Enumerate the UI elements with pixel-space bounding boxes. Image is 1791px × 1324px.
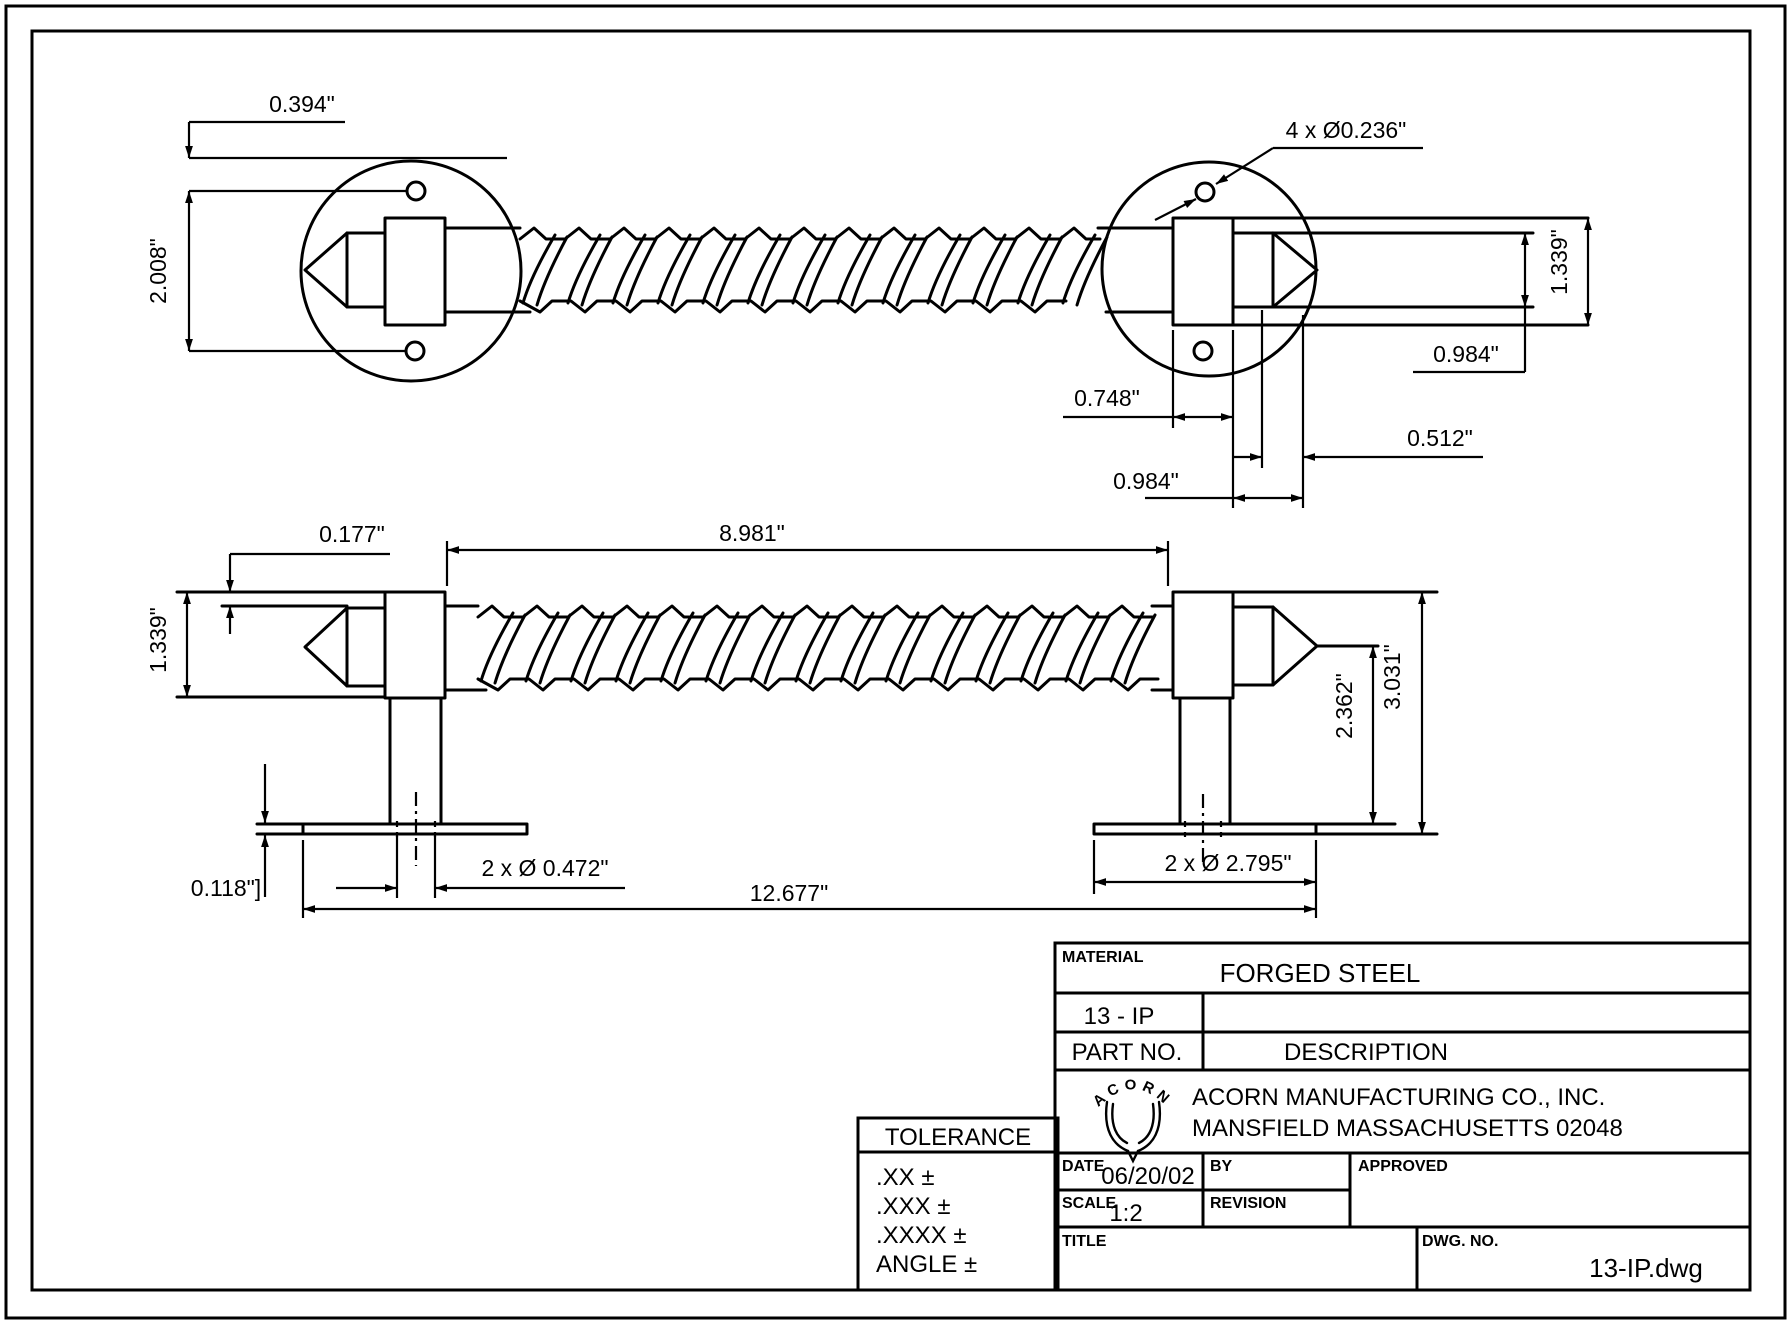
date-label: DATE [1062, 1158, 1105, 1175]
dim-base-thickness: 0.118"] [190, 875, 262, 901]
tolerance-row: .XXXX ± [876, 1222, 967, 1249]
rope-twist-shaft [478, 606, 1158, 690]
dim-base-diameter: 2 x Ø 2.795" [1164, 850, 1292, 876]
revision-label: REVISION [1210, 1195, 1287, 1212]
dim-end-width: 0.984" [1113, 468, 1179, 494]
acorn-logo-word: ACORN [1089, 1076, 1177, 1111]
top-view-dimensions [145, 91, 1588, 508]
dim-base-holes: 2 x Ø 0.472" [481, 855, 609, 881]
dim-tip-to-base: 2.362" [1331, 673, 1357, 739]
left-collar [385, 592, 445, 698]
dwg-no-value: 13-IP.dwg [1589, 1253, 1703, 1283]
mount-hole [406, 342, 424, 360]
dim-overall-height: 3.031" [1379, 644, 1405, 710]
right-base-flange [1094, 824, 1316, 834]
approved-label: APPROVED [1358, 1158, 1448, 1175]
dim-plate-edge-to-hole: 0.394" [269, 91, 335, 117]
dim-hole-to-hole: 2.008" [145, 238, 171, 304]
dim-grip-length: 8.981" [719, 520, 785, 546]
date-value: 06/20/02 [1101, 1163, 1195, 1190]
acorn-logo [1090, 1077, 1176, 1162]
left-finial-cone [305, 233, 347, 307]
left-finial-neck [347, 233, 385, 307]
part-no-label: PART NO. [1071, 1039, 1183, 1066]
company-line1: ACORN MANUFACTURING CO., INC. [1192, 1084, 1606, 1111]
tolerance-block [858, 1118, 1058, 1290]
right-collar [1173, 218, 1233, 325]
top-view-geometry [301, 161, 1588, 381]
side-view-geometry [177, 592, 1437, 834]
left-collar [385, 218, 445, 325]
dim-end-height: 1.339" [1546, 229, 1572, 295]
dim-end-inner-height: 0.984" [1433, 341, 1499, 367]
rope-twist-shaft [520, 228, 1107, 312]
material-value: FORGED STEEL [1219, 958, 1421, 988]
title-label: TITLE [1062, 1233, 1107, 1250]
tolerance-row: ANGLE ± [876, 1251, 978, 1278]
side-view [145, 520, 1437, 918]
dim-handle-height: 1.339" [145, 607, 171, 673]
left-finial-cone [305, 608, 347, 686]
right-finial-cone [1273, 607, 1317, 685]
dwg-no-label: DWG. NO. [1422, 1233, 1499, 1250]
mount-hole [1194, 342, 1212, 360]
right-finial-neck [1233, 233, 1273, 307]
tolerance-header: TOLERANCE [884, 1124, 1032, 1151]
top-view [145, 91, 1588, 508]
right-finial-cone [1273, 233, 1317, 307]
mount-hole [1196, 183, 1214, 201]
mount-hole [407, 182, 425, 200]
dim-neck: 0.512" [1407, 425, 1473, 451]
part-no-value: 13 - IP [1083, 1003, 1155, 1030]
right-finial-neck [1233, 607, 1273, 685]
dim-collar: 0.748" [1074, 385, 1140, 411]
scale-label: SCALE [1062, 1195, 1117, 1212]
company-line2: MANSFIELD MASSACHUSETTS 02048 [1192, 1115, 1623, 1142]
title-block [1055, 943, 1750, 1290]
description-label: DESCRIPTION [1283, 1039, 1449, 1066]
material-label: MATERIAL [1062, 949, 1144, 966]
tolerance-row: .XXX ± [876, 1193, 951, 1220]
right-collar [1173, 592, 1233, 698]
dim-collar-lip: 0.177" [319, 521, 385, 547]
left-finial-neck [347, 608, 385, 686]
dim-mount-holes: 4 x Ø0.236" [1285, 117, 1407, 143]
by-label: BY [1210, 1158, 1233, 1175]
scale-value: 1:2 [1109, 1200, 1143, 1227]
left-end-plate-circle [301, 161, 521, 381]
tolerance-row: .XX ± [876, 1164, 935, 1191]
dim-overall-length: 12.677" [749, 880, 829, 906]
